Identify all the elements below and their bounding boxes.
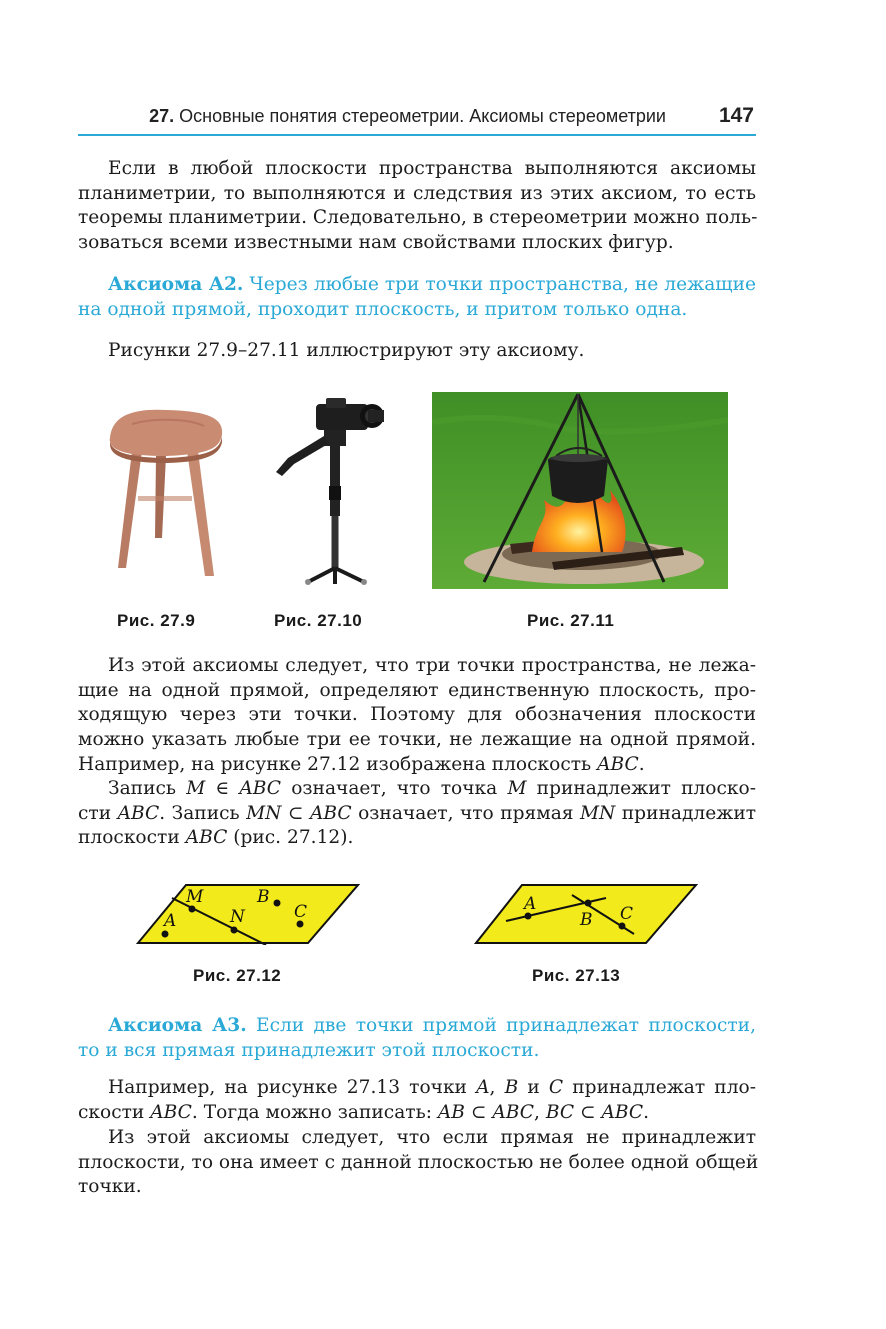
axiom-a2: Аксиома А2. Через любые три точки пространства, не лежащие на одной прямой, проходит плоскость, и притом только одна.: [78, 274, 756, 320]
caption-fig-27-12: Рис. 27.12: [193, 966, 282, 985]
stool-image: [92, 396, 237, 588]
caption-fig-27-10: Рис. 27.10: [274, 611, 363, 630]
label-b: B: [580, 910, 593, 930]
axiom-a3-label: Аксиома А3.: [108, 1015, 247, 1036]
campfire-tripod-image: [432, 392, 728, 589]
page-number: 147: [718, 104, 754, 127]
label-b: B: [257, 887, 270, 907]
point-b: [585, 900, 592, 907]
paragraph-2: Рисунки 27.9–27.11 иллюстрируют эту аксиому.: [108, 340, 585, 361]
camera-monopod-image: [268, 396, 386, 588]
point-b: [274, 900, 281, 907]
label-c: C: [620, 904, 634, 924]
label-m: M: [186, 887, 204, 907]
paragraph-5: Например, на рисунке 27.13 точки A, B и C принадлежат пло- скости ABC. Тогда можно записать: AB ⊂ ABC, BC ⊂ ABC.: [78, 1077, 756, 1123]
label-a: A: [524, 894, 537, 914]
plane-diagram-27-13: [474, 883, 698, 945]
paragraph-3: Из этой аксиомы следует, что три точки пространства, не лежа- щие на одной прямой, определяют единственную плоскость, про- ходящую через эти точки. Поэтому для обозначения плоскости можно указать любые три ее точки, не лежащие на одной прямой. Например, на рисунке 27.12 изображена плоскость ABC.: [78, 655, 756, 775]
axiom-a2-label: Аксиома А2.: [108, 274, 244, 295]
axiom-a3: Аксиома А3. Если две точки прямой принадлежат плоскости, то и вся прямая принадлежит этой плоскости.: [78, 1015, 756, 1061]
plane-diagram-27-12: [136, 883, 360, 945]
paragraph-4: Запись M ∈ ABC означает, что точка M принадлежит плоско- сти ABC. Запись MN ⊂ ABC означает, что прямая MN принадлежит плоскости ABC (рис. 27.12).: [78, 778, 757, 849]
point-a: [162, 931, 169, 938]
label-c: C: [294, 902, 308, 922]
caption-fig-27-9: Рис. 27.9: [117, 611, 196, 630]
caption-fig-27-13: Рис. 27.13: [532, 966, 621, 985]
point-n: [231, 927, 238, 934]
paragraph-6: Из этой аксиомы следует, что если прямая не принадлежит плоскости, то она имеет с данной плоскостью не более одной общей точки.: [78, 1127, 759, 1198]
label-n: N: [230, 907, 245, 927]
paragraph-1: Если в любой плоскости пространства выполняются аксиомы планиметрии, то выполняются и следствия из этих аксиом, то есть теоремы планиметрии. Следовательно, в стереометрии можно поль- зоваться всеми известными нам свойствами плоских фигур.: [78, 158, 758, 254]
caption-fig-27-11: Рис. 27.11: [527, 611, 615, 630]
running-header: [78, 104, 756, 136]
chapter-title: 27. Основные понятия стереометрии. Аксиомы стереометрии: [149, 106, 666, 126]
label-a: A: [164, 911, 177, 931]
